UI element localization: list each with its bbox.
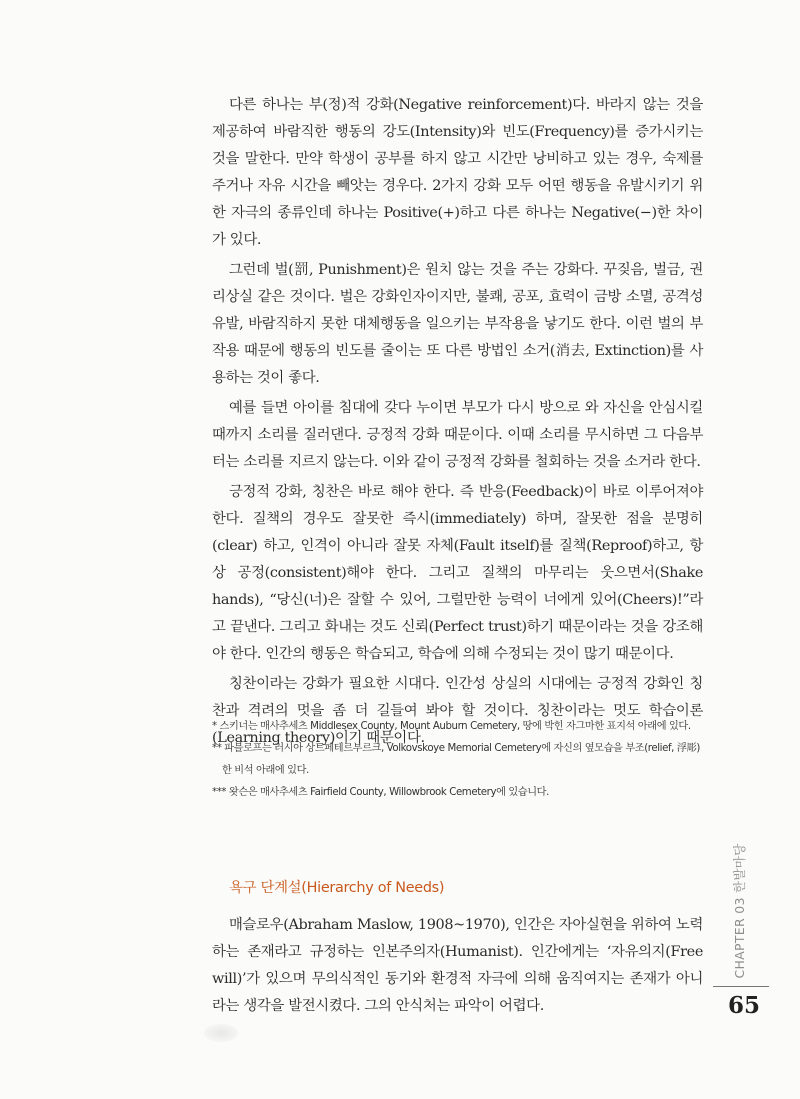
body-paragraph: 예를 들면 아이를 침대에 갖다 누이면 부모가 다시 방으로 와 자신을 안심시킬 때까지 소리를 질러댄다. 긍정적 강화 때문이다. 이때 소리를 무시하면 그 다음부터는 소리를 지르지 않는다. 이와 같이 긍정적 강화를 철회하는 것을 소거라 한다. bbox=[212, 400, 703, 470]
chapter-divider bbox=[713, 986, 769, 987]
footnote: ** 파블로프는 러시아 상트페테르부르크, Volkovskoye Memorial Cemetery에 자신의 옆모습을 부조(relief, 浮彫)한 비석 아래에 있다. bbox=[212, 743, 700, 776]
body-paragraph: 긍정적 강화, 칭찬은 바로 해야 한다. 즉 반응(Feedback)이 바로 이루어져야 한다. 질책의 경우도 잘못한 즉시(immediately) 하며, 잘못한 점을 분명히(clear) 하고, 인격이 아니라 잘못 자체(Fault itself)를 질책(Reproof)하고, 항상 공정(consistent)해야 한다. 그리고 질책의 마무리는 웃으면서(Shake hands), “당신(너)은 잘할 수 있어, 그럴만한 능력이 너에게 있어(Cheers)!”라고 끝낸다. 그리고 화내는 것도 신뢰(Perfect trust)하기 때문이라는 것을 강조해야 한다. 인간의 행동은 학습되고, 학습에 의해 수정되는 것이 많기 때문이다. bbox=[212, 484, 703, 662]
body-paragraph: 칭찬이라는 강화가 필요한 시대다. 인간성 상실의 시대에는 긍정적 강화인 칭찬과 격려의 멋을 좀 더 길들여 봐야 할 것이다. 칭찬이라는 멋도 학습이론(Learning theory)이기 때문이다. bbox=[212, 676, 703, 746]
footnote: * 스키너는 매사추세츠 Middlesex County, Mount Auburn Cemetery, 땅에 박힌 자그마한 표지석 아래에 있다. bbox=[212, 721, 691, 732]
paper-smudge bbox=[204, 1024, 238, 1042]
body-paragraph: 그런데 벌(罰, Punishment)은 원치 않는 것을 주는 강화다. 꾸짖음, 벌금, 권리상실 같은 것이다. 벌은 강화인자이지만, 불쾌, 공포, 효력이 금방 소멸, 공격성 유발, 바람직하지 못한 대체행동을 일으키는 부작용을 낳기도 한다. 이런 벌의 부작용 때문에 행동의 빈도를 줄이는 또 다른 방법인 소거(消去, Extinction)를 사용하는 것이 좋다. bbox=[212, 262, 703, 386]
section-body-text bbox=[212, 912, 703, 1020]
page-number: 65 bbox=[728, 992, 761, 1019]
chapter-label: CHAPTER 03 한발마당 bbox=[732, 843, 747, 979]
section-heading: 욕구 단계설(Hierarchy of Needs) bbox=[229, 880, 445, 896]
chapter-tab bbox=[728, 843, 750, 979]
body-paragraph: 다른 하나는 부(정)적 강화(Negative reinforcement)다. 바라지 않는 것을 제공하여 바람직한 행동의 강도(Intensity)와 빈도(Frequency)를 증가시키는 것을 말한다. 만약 학생이 공부를 하지 않고 시간만 낭비하고 있는 경우, 숙제를 주거나 자유 시간을 빼앗는 경우다. 2가지 강화 모두 어떤 행동을 유발시키기 위한 자극의 종류인데 하나는 Positive(+)하고 다른 하나는 Negative(−)한 차이가 있다. bbox=[212, 97, 703, 248]
footnotes bbox=[212, 716, 703, 804]
section-paragraph: 매슬로우(Abraham Maslow, 1908~1970), 인간은 자아실현을 위하여 노력하는 존재라고 규정하는 인본주의자(Humanist). 인간에게는 ‘자유의지(Free will)’가 있으며 무의식적인 동기와 환경적 자극에 의해 움직여지는 존재가 아니라는 생각을 발전시켰다. 그의 안식처는 파악이 어렵다. bbox=[212, 917, 703, 1014]
footnote: *** 왓슨은 매사추세츠 Fairfield County, Willowbrook Cemetery에 있습니다. bbox=[212, 787, 549, 798]
main-body-text bbox=[212, 92, 703, 755]
